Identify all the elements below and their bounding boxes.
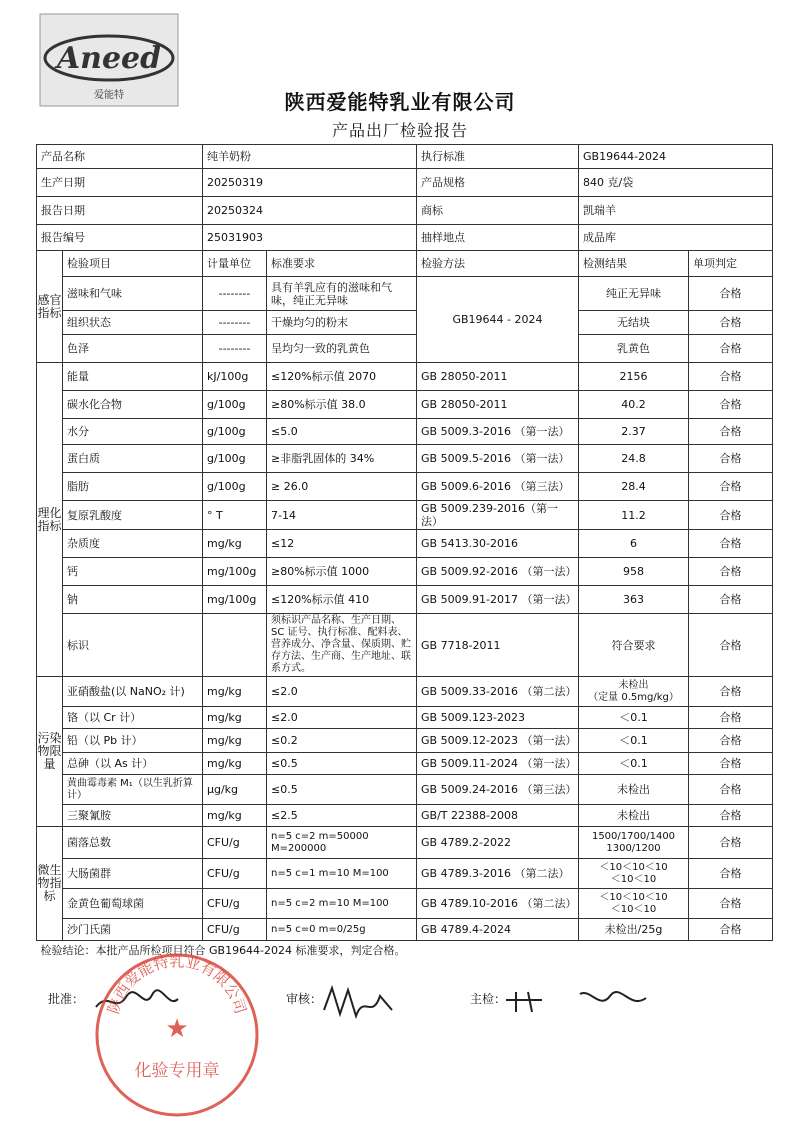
info-row [37,197,773,225]
item-name: 标识 [63,614,203,677]
item-unit: mg/100g [203,586,267,614]
item-unit: CFU/g [203,919,267,941]
info-value: 840 克/袋 [579,169,773,197]
item-judgement: 合格 [689,677,773,707]
item-requirement: ≥80%标示值 1000 [267,558,417,586]
item-judgement: 合格 [689,363,773,391]
table-row [37,419,773,445]
reviewer-signature [318,980,398,1024]
section-sensory: 感官指标 [37,251,63,363]
item-method: GB 5009.3-2016 （第一法） [417,419,579,445]
item-name: 脂肪 [63,473,203,501]
table-row [37,859,773,889]
item-unit: CFU/g [203,889,267,919]
item-requirement: ≤120%标示值 410 [267,586,417,614]
item-judgement: 合格 [689,311,773,335]
item-method: GB 7718-2011 [417,614,579,677]
item-unit: g/100g [203,473,267,501]
item-method: GB 4789.2-2022 [417,827,579,859]
item-name: 亚硝酸盐(以 NaNO₂ 计) [63,677,203,707]
item-method: GB 5009.12-2023 （第一法） [417,729,579,753]
table-row [37,473,773,501]
item-requirement: n=5 c=1 m=10 M=100 [267,859,417,889]
item-name: 铬（以 Cr 计） [63,707,203,729]
item-unit [203,614,267,677]
item-method: GB 5009.92-2016 （第一法） [417,558,579,586]
item-judgement: 合格 [689,614,773,677]
section-pollutant: 污染物限量 [37,677,63,827]
info-label: 报告编号 [37,225,203,251]
item-unit: g/100g [203,445,267,473]
item-requirement: n=5 c=0 m=0/25g [267,919,417,941]
item-unit: g/100g [203,419,267,445]
item-judgement: 合格 [689,419,773,445]
table-row [37,445,773,473]
item-method: GB 5009.91-2017 （第一法） [417,586,579,614]
item-result: 1500/1700/1400 1300/1200 [579,827,689,859]
item-requirement: ≤2.0 [267,707,417,729]
column-header-row [37,251,773,277]
item-name: 水分 [63,419,203,445]
info-label: 生产日期 [37,169,203,197]
item-judgement: 合格 [689,445,773,473]
item-method: GB 5009.6-2016 （第三法） [417,473,579,501]
item-judgement: 合格 [689,586,773,614]
stamp-subtext: 化验专用章 [134,1061,220,1081]
table-row [37,889,773,919]
table-row [37,919,773,941]
table-row [37,677,773,707]
item-result: 无结块 [579,311,689,335]
conclusion: 检验结论：本批产品所检项目符合 GB19644-2024 标准要求，判定合格。 [37,941,773,961]
section-physchem: 理化指标 [37,363,63,677]
item-result: 40.2 [579,391,689,419]
col-unit: 计量单位 [203,251,267,277]
item-result: 11.2 [579,501,689,530]
info-value: 成品库 [579,225,773,251]
svg-text:陕西爱能特乳业有限公司 [104,952,249,1016]
item-name: 复原乳酸度 [63,501,203,530]
table-row [37,805,773,827]
item-name: 总砷（以 As 计） [63,753,203,775]
item-judgement: 合格 [689,335,773,363]
info-value: 20250319 [203,169,417,197]
item-name: 钠 [63,586,203,614]
item-unit: mg/kg [203,530,267,558]
item-result: 乳黄色 [579,335,689,363]
item-result: 2156 [579,363,689,391]
info-value: 20250324 [203,197,417,225]
table-row [37,707,773,729]
item-judgement: 合格 [689,530,773,558]
item-judgement: 合格 [689,805,773,827]
stamp-company: 陕西爱能特乳业有限公司 [104,952,250,1017]
item-result: 2.37 [579,419,689,445]
info-label: 产品名称 [37,145,203,169]
item-unit: CFU/g [203,859,267,889]
item-judgement: 合格 [689,391,773,419]
item-unit: CFU/g [203,827,267,859]
info-label: 报告日期 [37,197,203,225]
item-result: 28.4 [579,473,689,501]
table-row [37,277,773,311]
item-unit: g/100g [203,391,267,419]
item-judgement: 合格 [689,707,773,729]
sensory-method: GB19644 - 2024 [417,277,579,363]
item-judgement: 合格 [689,827,773,859]
item-result: 6 [579,530,689,558]
item-method: GB 5009.5-2016 （第一法） [417,445,579,473]
item-result: 未检出 （定量 0.5mg/kg） [579,677,689,707]
info-row [37,145,773,169]
item-requirement: ≤2.5 [267,805,417,827]
item-method: GB 5413.30-2016 [417,530,579,558]
item-method: GB 4789.10-2016 （第二法） [417,889,579,919]
item-method: GB 4789.3-2016 （第二法） [417,859,579,889]
item-method: GB 5009.24-2016 （第三法） [417,775,579,805]
table-row [37,335,773,363]
item-requirement: n=5 c=2 m=10 M=100 [267,889,417,919]
item-name: 杂质度 [63,530,203,558]
table-row [37,614,773,677]
item-method: GB 28050-2011 [417,363,579,391]
item-name: 能量 [63,363,203,391]
col-method: 检验方法 [417,251,579,277]
item-requirement: ≤0.5 [267,753,417,775]
item-judgement: 合格 [689,501,773,530]
item-requirement: ≤12 [267,530,417,558]
table-row [37,775,773,805]
item-requirement: ≥非脂乳固体的 34% [267,445,417,473]
item-judgement: 合格 [689,473,773,501]
item-unit: ° T [203,501,267,530]
item-requirement: ≤2.0 [267,677,417,707]
item-name: 三聚氰胺 [63,805,203,827]
item-name: 滋味和气味 [63,277,203,311]
stamp-star: ★ [165,1014,189,1044]
info-value: GB19644-2024 [579,145,773,169]
item-result: ＜10＜10＜10 ＜10＜10 [579,859,689,889]
item-unit: kJ/100g [203,363,267,391]
info-value: 纯羊奶粉 [203,145,417,169]
item-judgement: 合格 [689,775,773,805]
item-result: ＜0.1 [579,753,689,775]
table-row [37,586,773,614]
item-name: 色泽 [63,335,203,363]
item-result: 24.8 [579,445,689,473]
company-logo [38,12,180,108]
info-label: 商标 [417,197,579,225]
item-judgement: 合格 [689,859,773,889]
item-result: 未检出 [579,775,689,805]
inspection-stamp [92,950,262,1120]
item-judgement: 合格 [689,729,773,753]
item-unit: mg/kg [203,805,267,827]
item-unit: -------- [203,335,267,363]
item-unit: mg/100g [203,558,267,586]
item-unit: -------- [203,277,267,311]
item-judgement: 合格 [689,558,773,586]
item-name: 蛋白质 [63,445,203,473]
logo-subtext: 爱能特 [94,90,124,101]
approve-label: 批准： [48,992,85,1006]
item-unit: μg/kg [203,775,267,805]
item-name: 碳水化合物 [63,391,203,419]
item-result: ＜0.1 [579,729,689,753]
item-judgement: 合格 [689,753,773,775]
section-micro: 微生物指标 [37,827,63,941]
item-name: 组织状态 [63,311,203,335]
item-method: GB 5009.11-2024 （第一法） [417,753,579,775]
table-row [37,753,773,775]
item-unit: mg/kg [203,753,267,775]
col-result: 检测结果 [579,251,689,277]
item-name: 黄曲霉毒素 M₁（以生乳折算计） [63,775,203,805]
item-requirement: ≤5.0 [267,419,417,445]
table-row [37,827,773,859]
item-result: ＜0.1 [579,707,689,729]
inspector-signature [502,984,652,1018]
item-unit: mg/kg [203,707,267,729]
table-row [37,501,773,530]
info-value: 25031903 [203,225,417,251]
item-judgement: 合格 [689,919,773,941]
inspection-table [36,144,773,961]
table-row [37,729,773,753]
info-label: 执行标准 [417,145,579,169]
logo-wordmark: Aneed [56,41,162,76]
item-unit: mg/kg [203,729,267,753]
inspector-label: 主检： [470,992,507,1006]
item-result: 未检出/25g [579,919,689,941]
item-requirement: 呈均匀一致的乳黄色 [267,335,417,363]
item-requirement: ≥ 26.0 [267,473,417,501]
item-result: ＜10＜10＜10 ＜10＜10 [579,889,689,919]
col-judgement: 单项判定 [689,251,773,277]
info-label: 产品规格 [417,169,579,197]
item-judgement: 合格 [689,277,773,311]
item-method: GB 5009.33-2016 （第二法） [417,677,579,707]
item-requirement: 7-14 [267,501,417,530]
table-row [37,558,773,586]
item-result: 958 [579,558,689,586]
item-method: GB 5009.239-2016（第一法） [417,501,579,530]
item-unit: -------- [203,311,267,335]
info-value: 凯瑞羊 [579,197,773,225]
item-requirement: ≥80%标示值 38.0 [267,391,417,419]
item-name: 大肠菌群 [63,859,203,889]
item-requirement: 干燥均匀的粉末 [267,311,417,335]
item-unit: mg/kg [203,677,267,707]
item-method: GB 4789.4-2024 [417,919,579,941]
table-row [37,311,773,335]
item-requirement: ≤0.5 [267,775,417,805]
item-result: 符合要求 [579,614,689,677]
item-result: 363 [579,586,689,614]
item-result: 未检出 [579,805,689,827]
item-requirement: 具有羊乳应有的滋味和气味，纯正无异味 [267,277,417,311]
info-label: 抽样地点 [417,225,579,251]
item-judgement: 合格 [689,889,773,919]
col-requirement: 标准要求 [267,251,417,277]
item-requirement: ≤0.2 [267,729,417,753]
item-name: 钙 [63,558,203,586]
table-row [37,391,773,419]
info-row [37,225,773,251]
item-requirement: 须标识产品名称、生产日期、SC 证号、执行标准、配料表、营养成分、净含量、保质期、贮存方法、生产商、生产地址、联系方式。 [267,614,417,677]
item-name: 铅（以 Pb 计） [63,729,203,753]
item-requirement: ≤120%标示值 2070 [267,363,417,391]
company-name: 陕西爱能特乳业有限公司 [284,90,516,114]
item-name: 金黄色葡萄球菌 [63,889,203,919]
review-label: 审核： [286,992,323,1006]
item-name: 菌落总数 [63,827,203,859]
item-method: GB 28050-2011 [417,391,579,419]
report-title: 产品出厂检验报告 [331,121,468,140]
col-item: 检验项目 [63,251,203,277]
item-result: 纯正无异味 [579,277,689,311]
item-name: 沙门氏菌 [63,919,203,941]
info-row [37,169,773,197]
item-requirement: n=5 c=2 m=50000 M=200000 [267,827,417,859]
item-method: GB 5009.123-2023 [417,707,579,729]
table-row [37,363,773,391]
item-method: GB/T 22388-2008 [417,805,579,827]
table-row [37,530,773,558]
